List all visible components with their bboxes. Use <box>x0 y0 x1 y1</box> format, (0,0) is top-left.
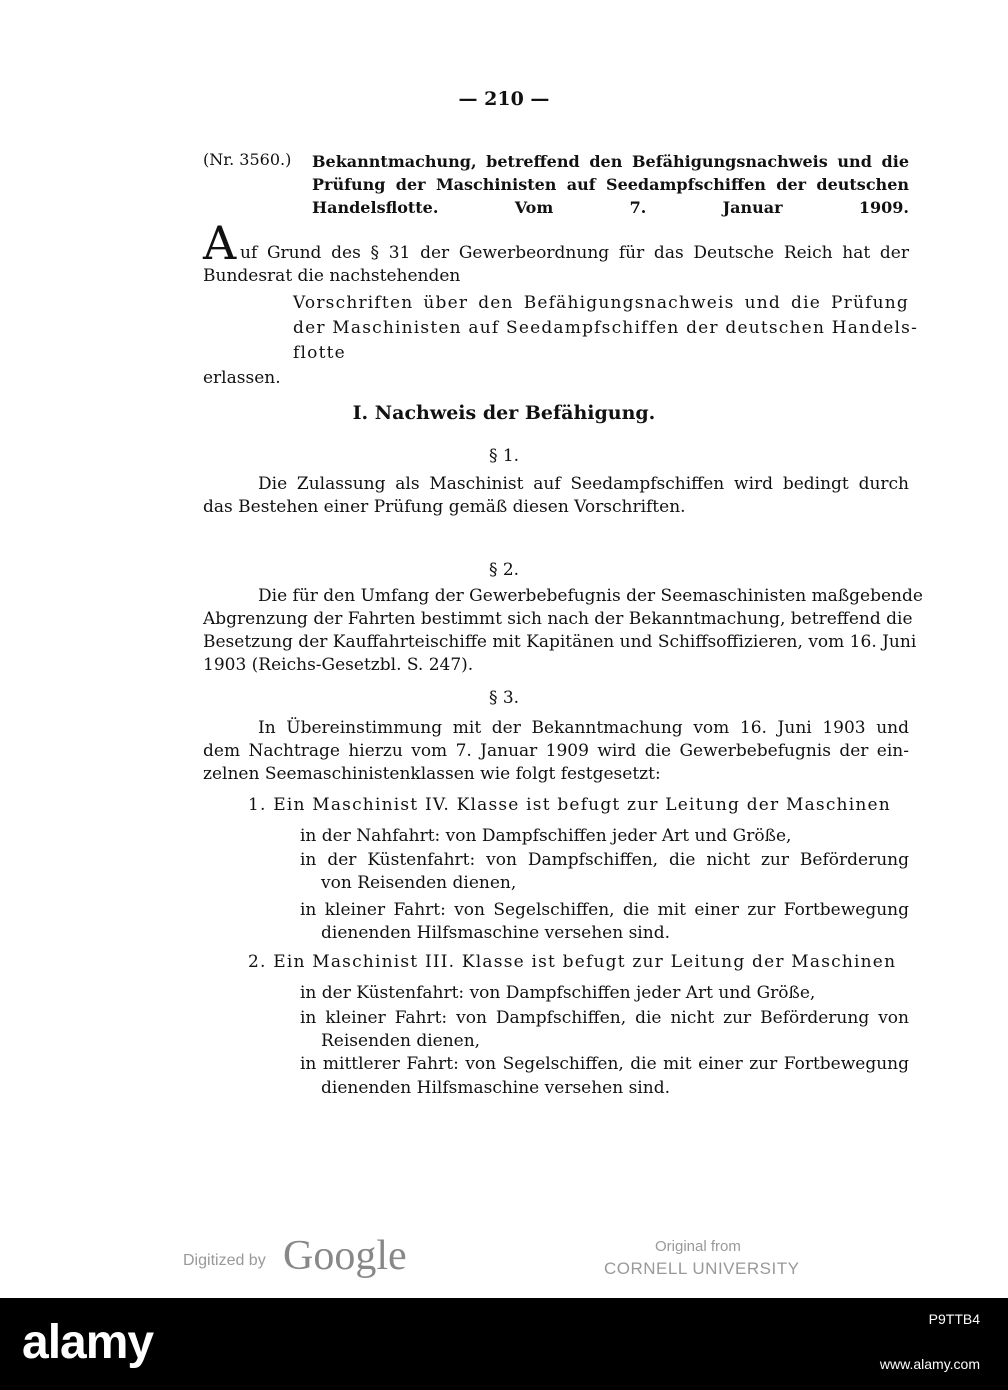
list-item-1-b1: in der Küstenfahrt: von Dampfschiffen, die nicht zur Beförderung <box>300 850 909 870</box>
regulation-title-line-1: Vorschriften über den Befähigungsnachweis und die Prüfung <box>293 293 909 313</box>
alamy-url: www.alamy.com <box>879 1356 980 1372</box>
paragraph-2-line-1: Die für den Umfang der Gewerbebefugnis der Seemaschinisten maßgebende <box>258 586 923 606</box>
intro-closing: erlassen. <box>203 368 281 388</box>
list-item-1-c1: in kleiner Fahrt: von Segelschiffen, die mit einer zur Fortbewegung <box>300 900 909 920</box>
list-item-1-c2: dienenden Hilfsmaschine versehen sind. <box>321 923 670 943</box>
paragraph-1-mark: § 1. <box>488 446 520 466</box>
section-title: I. Nachweis der Befähigung. <box>352 402 656 424</box>
paragraph-1-line-2: das Bestehen einer Prüfung gemäß diesen Vorschriften. <box>203 497 686 517</box>
university-label: CORNELL UNIVERSITY <box>604 1259 800 1278</box>
paragraph-3-line-2: dem Nachtrage hierzu vom 7. Januar 1909 wird die Gewerbebefugnis der ein- <box>203 741 909 761</box>
list-item-1-head: 1. Ein Maschinist IV. Klasse ist befugt zur Leitung der Maschinen <box>248 795 891 815</box>
list-item-1-b2: von Reisenden dienen, <box>321 873 517 893</box>
paragraph-2-line-2: Abgrenzung der Fahrten bestimmt sich nach der Bekanntmachung, betreffend die <box>203 609 913 629</box>
list-item-1-a: in der Nahfahrt: von Dampfschiffen jeder Art und Größe, <box>300 826 792 846</box>
page-number: — 210 — <box>458 88 550 110</box>
image-code: P9TTB4 <box>928 1311 980 1327</box>
list-item-2-b2: Reisenden dienen, <box>321 1031 481 1051</box>
regulation-title-line-2: der Maschinisten auf Seedampfschiffen der deutschen Handels- <box>293 318 919 338</box>
paragraph-1-line-1: Die Zulassung als Maschinist auf Seedampfschiffen wird bedingt durch <box>258 474 909 494</box>
decree-heading: Bekanntmachung, betreffend den Befähigungsnachweis und die Prüfung der Maschinisten auf Seedampfschiffen der deutschen Handelsflotte. Vom 7. Januar 1909. <box>312 152 909 217</box>
paragraph-2-line-4: 1903 (Reichs-Gesetzbl. S. 247). <box>203 655 474 675</box>
paragraph-3-line-3: zelnen Seemaschinistenklassen wie folgt festgesetzt: <box>203 764 661 784</box>
intro-line-1: uf Grund des § 31 der Gewerbeordnung für das Deutsche Reich hat der <box>240 243 909 263</box>
list-item-2-c2: dienenden Hilfsmaschine versehen sind. <box>321 1078 670 1098</box>
paragraph-3-mark: § 3. <box>488 688 520 708</box>
list-item-2-b1: in kleiner Fahrt: von Dampfschiffen, die nicht zur Beförderung von <box>300 1008 909 1028</box>
original-from-label: Original from <box>655 1238 741 1255</box>
paragraph-2-mark: § 2. <box>488 560 520 580</box>
list-item-2-head: 2. Ein Maschinist III. Klasse ist befugt zur Leitung der Maschinen <box>248 952 897 972</box>
intro-line-2: Bundesrat die nachstehenden <box>203 266 461 286</box>
list-item-2-a: in der Küstenfahrt: von Dampfschiffen jeder Art und Größe, <box>300 983 816 1003</box>
drop-cap: A <box>203 216 237 270</box>
regulation-title-line-3: flotte <box>293 343 346 363</box>
google-logo: Google <box>283 1233 407 1279</box>
decree-number: (Nr. 3560.) <box>203 150 292 169</box>
paragraph-2-line-3: Besetzung der Kauffahrteischiffe mit Kapitänen und Schiffsoffizieren, vom 16. Juni <box>203 632 917 652</box>
list-item-2-c1: in mittlerer Fahrt: von Segelschiffen, die mit einer zur Fortbewegung <box>300 1054 909 1074</box>
digitized-by-label: Digitized by <box>183 1252 266 1269</box>
paragraph-3-line-1: In Übereinstimmung mit der Bekanntmachung vom 16. Juni 1903 und <box>258 718 909 738</box>
alamy-logo: alamy <box>22 1316 154 1369</box>
